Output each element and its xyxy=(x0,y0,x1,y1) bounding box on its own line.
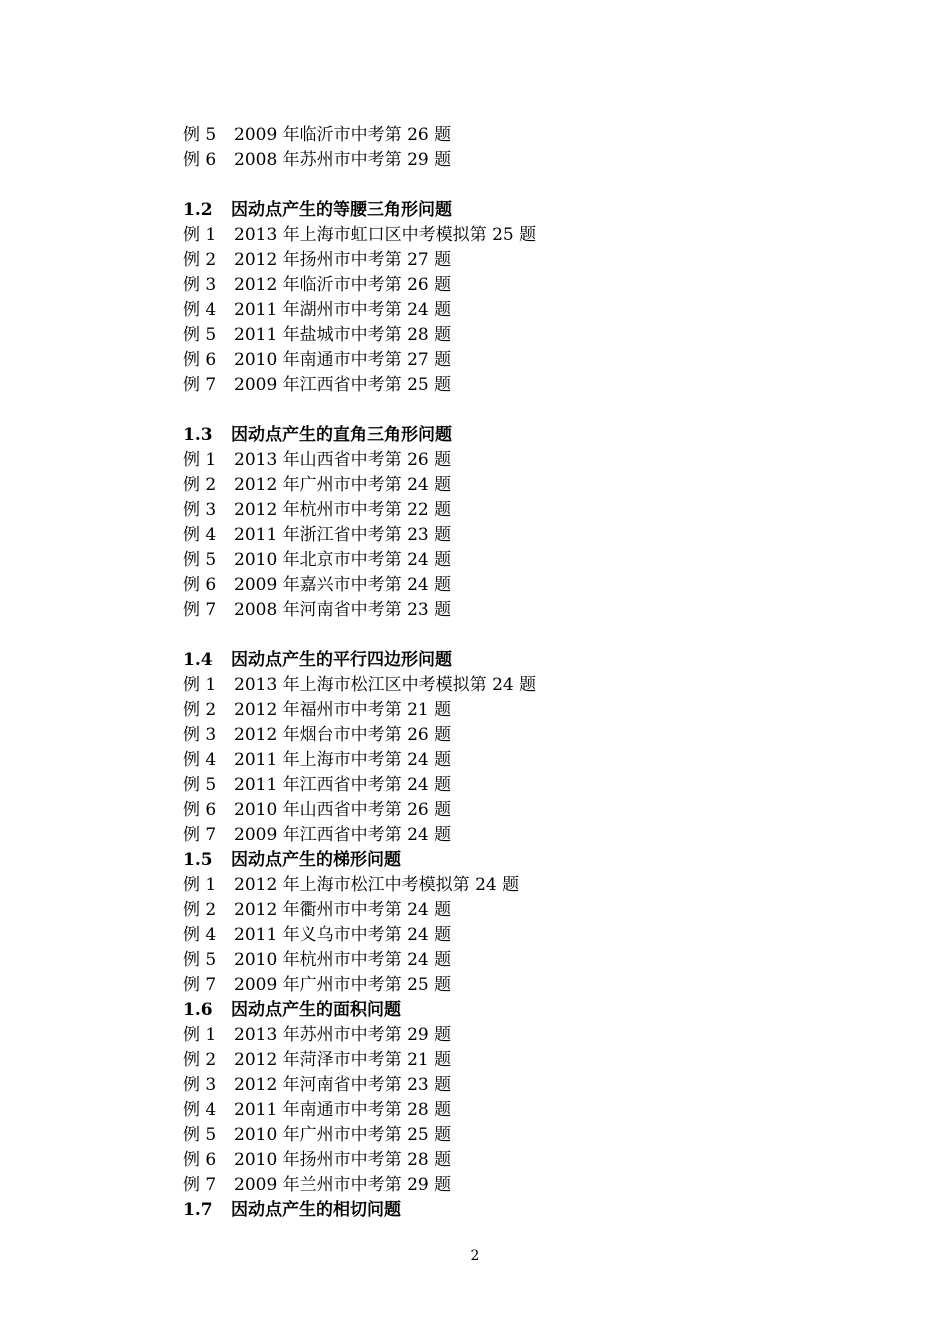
example-entry xyxy=(183,348,823,373)
blank-line xyxy=(183,623,823,648)
example-source: 2013 年上海市虹口区中考模拟第 25 题 xyxy=(234,225,537,245)
example-source: 2012 年烟台市中考第 26 题 xyxy=(234,725,452,745)
example-source: 2012 年菏泽市中考第 21 题 xyxy=(234,1050,452,1070)
example-label: 例 6 xyxy=(183,800,217,820)
document-body xyxy=(183,123,823,1223)
section-number: 1.6 xyxy=(183,1000,213,1020)
example-entry xyxy=(183,448,823,473)
example-source: 2010 年北京市中考第 24 题 xyxy=(234,550,452,570)
example-entry xyxy=(183,673,823,698)
section-title: 因动点产生的相切问题 xyxy=(231,1200,401,1220)
example-source: 2009 年江西省中考第 25 题 xyxy=(234,375,452,395)
example-source: 2008 年苏州市中考第 29 题 xyxy=(234,150,452,170)
example-label: 例 7 xyxy=(183,825,217,845)
section-heading xyxy=(183,1198,823,1223)
section-title: 因动点产生的平行四边形问题 xyxy=(231,650,452,670)
example-entry xyxy=(183,723,823,748)
example-label: 例 6 xyxy=(183,1150,217,1170)
blank-line xyxy=(183,173,823,198)
example-entry xyxy=(183,523,823,548)
example-entry xyxy=(183,1023,823,1048)
example-label: 例 7 xyxy=(183,600,217,620)
example-label: 例 4 xyxy=(183,525,217,545)
example-label: 例 2 xyxy=(183,1050,217,1070)
section-number: 1.5 xyxy=(183,850,213,870)
example-label: 例 5 xyxy=(183,950,217,970)
section-title: 因动点产生的面积问题 xyxy=(231,1000,401,1020)
example-source: 2012 年杭州市中考第 22 题 xyxy=(234,500,452,520)
example-label: 例 5 xyxy=(183,775,217,795)
example-entry xyxy=(183,598,823,623)
example-label: 例 2 xyxy=(183,700,217,720)
example-label: 例 4 xyxy=(183,750,217,770)
example-label: 例 6 xyxy=(183,150,217,170)
example-entry xyxy=(183,323,823,348)
section-heading xyxy=(183,998,823,1023)
section-number: 1.4 xyxy=(183,650,213,670)
example-source: 2010 年山西省中考第 26 题 xyxy=(234,800,452,820)
example-source: 2008 年河南省中考第 23 题 xyxy=(234,600,452,620)
example-label: 例 3 xyxy=(183,725,217,745)
example-source: 2011 年湖州市中考第 24 题 xyxy=(234,300,452,320)
example-label: 例 2 xyxy=(183,475,217,495)
example-entry xyxy=(183,1123,823,1148)
example-source: 2013 年山西省中考第 26 题 xyxy=(234,450,452,470)
section-number: 1.3 xyxy=(183,425,213,445)
example-source: 2009 年嘉兴市中考第 24 题 xyxy=(234,575,452,595)
example-label: 例 1 xyxy=(183,225,217,245)
example-source: 2012 年河南省中考第 23 题 xyxy=(234,1075,452,1095)
example-source: 2012 年临沂市中考第 26 题 xyxy=(234,275,452,295)
blank-line xyxy=(183,398,823,423)
example-entry xyxy=(183,773,823,798)
example-source: 2012 年扬州市中考第 27 题 xyxy=(234,250,452,270)
example-entry xyxy=(183,298,823,323)
example-label: 例 4 xyxy=(183,925,217,945)
example-source: 2012 年上海市松江中考模拟第 24 题 xyxy=(234,875,520,895)
example-label: 例 2 xyxy=(183,250,217,270)
example-label: 例 6 xyxy=(183,350,217,370)
example-label: 例 4 xyxy=(183,300,217,320)
example-label: 例 5 xyxy=(183,1125,217,1145)
section-heading xyxy=(183,423,823,448)
example-source: 2009 年兰州市中考第 29 题 xyxy=(234,1175,452,1195)
example-entry xyxy=(183,823,823,848)
example-entry xyxy=(183,248,823,273)
example-entry xyxy=(183,123,823,148)
example-source: 2013 年上海市松江区中考模拟第 24 题 xyxy=(234,675,537,695)
section-heading xyxy=(183,648,823,673)
example-entry xyxy=(183,1148,823,1173)
example-label: 例 1 xyxy=(183,875,217,895)
example-entry xyxy=(183,873,823,898)
example-label: 例 5 xyxy=(183,125,217,145)
example-label: 例 1 xyxy=(183,1025,217,1045)
page-number: 2 xyxy=(470,1248,480,1264)
section-number: 1.7 xyxy=(183,1200,213,1220)
section-heading xyxy=(183,198,823,223)
example-source: 2011 年南通市中考第 28 题 xyxy=(234,1100,452,1120)
example-source: 2010 年南通市中考第 27 题 xyxy=(234,350,452,370)
example-label: 例 2 xyxy=(183,900,217,920)
example-entry xyxy=(183,273,823,298)
example-source: 2010 年广州市中考第 25 题 xyxy=(234,1125,452,1145)
example-source: 2011 年盐城市中考第 28 题 xyxy=(234,325,452,345)
example-label: 例 6 xyxy=(183,575,217,595)
example-label: 例 1 xyxy=(183,450,217,470)
example-label: 例 5 xyxy=(183,550,217,570)
example-entry xyxy=(183,498,823,523)
example-entry xyxy=(183,573,823,598)
example-entry xyxy=(183,148,823,173)
example-entry xyxy=(183,1048,823,1073)
example-source: 2011 年江西省中考第 24 题 xyxy=(234,775,452,795)
example-source: 2012 年衢州市中考第 24 题 xyxy=(234,900,452,920)
example-entry xyxy=(183,548,823,573)
example-label: 例 5 xyxy=(183,325,217,345)
section-title: 因动点产生的等腰三角形问题 xyxy=(231,200,452,220)
example-entry xyxy=(183,1173,823,1198)
example-entry xyxy=(183,698,823,723)
example-entry xyxy=(183,1098,823,1123)
example-source: 2010 年杭州市中考第 24 题 xyxy=(234,950,452,970)
example-source: 2009 年江西省中考第 24 题 xyxy=(234,825,452,845)
example-entry xyxy=(183,473,823,498)
section-heading xyxy=(183,848,823,873)
section-title: 因动点产生的梯形问题 xyxy=(231,850,401,870)
example-entry xyxy=(183,923,823,948)
example-source: 2013 年苏州市中考第 29 题 xyxy=(234,1025,452,1045)
example-entry xyxy=(183,948,823,973)
example-source: 2012 年福州市中考第 21 题 xyxy=(234,700,452,720)
example-source: 2011 年义乌市中考第 24 题 xyxy=(234,925,452,945)
example-source: 2010 年扬州市中考第 28 题 xyxy=(234,1150,452,1170)
example-source: 2012 年广州市中考第 24 题 xyxy=(234,475,452,495)
example-label: 例 1 xyxy=(183,675,217,695)
example-source: 2009 年临沂市中考第 26 题 xyxy=(234,125,452,145)
example-source: 2011 年上海市中考第 24 题 xyxy=(234,750,452,770)
section-number: 1.2 xyxy=(183,200,213,220)
section-title: 因动点产生的直角三角形问题 xyxy=(231,425,452,445)
example-entry xyxy=(183,748,823,773)
example-label: 例 4 xyxy=(183,1100,217,1120)
example-entry xyxy=(183,898,823,923)
example-label: 例 7 xyxy=(183,375,217,395)
example-entry xyxy=(183,798,823,823)
example-label: 例 3 xyxy=(183,275,217,295)
example-label: 例 7 xyxy=(183,1175,217,1195)
example-entry xyxy=(183,1073,823,1098)
example-source: 2009 年广州市中考第 25 题 xyxy=(234,975,452,995)
example-entry xyxy=(183,223,823,248)
example-label: 例 7 xyxy=(183,975,217,995)
example-source: 2011 年浙江省中考第 23 题 xyxy=(234,525,452,545)
example-entry xyxy=(183,973,823,998)
example-entry xyxy=(183,373,823,398)
example-label: 例 3 xyxy=(183,1075,217,1095)
example-label: 例 3 xyxy=(183,500,217,520)
